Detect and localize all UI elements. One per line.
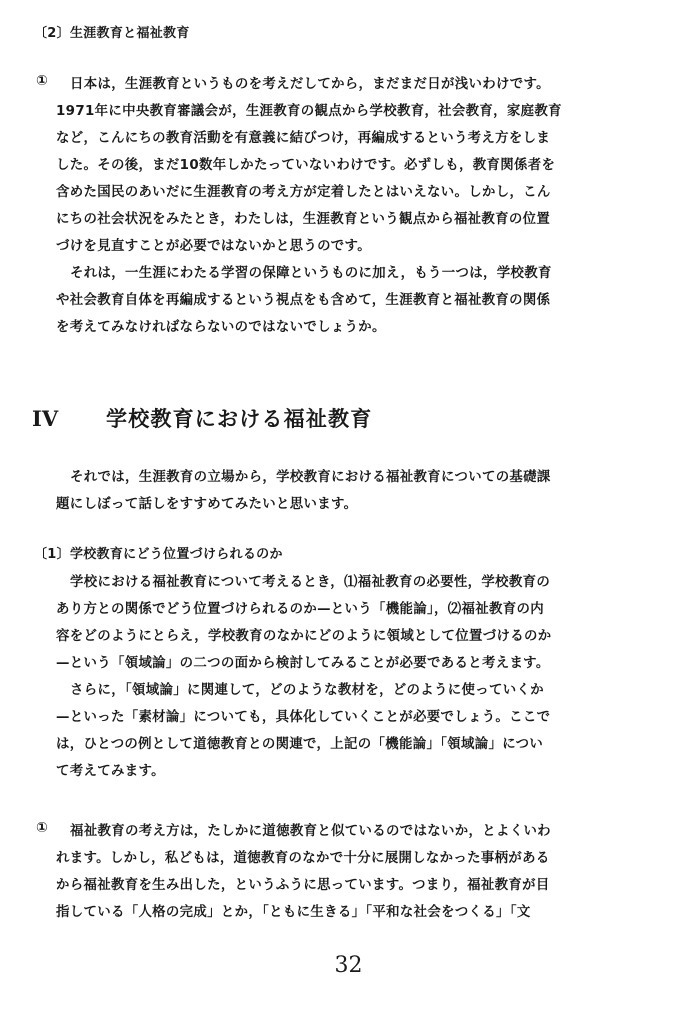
paragraph-line: れます。しかし，私どもは，道徳教育のなかで十分に展開しなかった事柄がある xyxy=(56,851,550,866)
paragraph-line: 福祉教育の考え方は，たしかに道徳教育と似ているのではないか，とよくいわ xyxy=(70,824,551,839)
paragraph-line: それでは，生涯教育の立場から，学校教育における福祉教育についての基礎課 xyxy=(70,470,551,485)
chapter-heading xyxy=(32,403,372,433)
paragraph-line: 題にしぼって話しをすすめてみたいと思います。 xyxy=(56,497,358,512)
paragraph-line: それは，一生涯にわたる学習の保障というものに加え，もう一つは，学校教育 xyxy=(70,266,552,281)
paragraph-line: あり方との関係でどう位置づけられるのか—という「機能論」，⑵福祉教育の内 xyxy=(56,602,544,617)
item-marker: ① xyxy=(36,73,48,89)
paragraph-line: を考えてみなければならないのではないでしょうか。 xyxy=(56,320,386,335)
paragraph-line: 指している「人格の完成」とか，「ともに生きる」「平和な社会をつくる」「文 xyxy=(56,905,531,920)
paragraph-line: 含めた国民のあいだに生涯教育の考え方が定着したとはいえない。しかし，こん xyxy=(56,185,551,200)
paragraph-line: や社会教育自体を再編成するという視点をも含めて，生涯教育と福祉教育の関係 xyxy=(56,293,551,308)
paragraph-line: —という「領域論」の二つの面から検討してみることが必要であると考えます。 xyxy=(56,656,550,671)
chapter-number: IV xyxy=(32,406,59,431)
paragraph-line: 容をどのようにとらえ，学校教育のなかにどのように領域として位置づけるのか xyxy=(56,629,552,644)
subheading-lifelong-and-welfare: 〔2〕生涯教育と福祉教育 xyxy=(34,26,190,41)
paragraph-line: した。その後，まだ10数年しかたっていないわけです。必ずしも，教育関係者を xyxy=(56,158,556,173)
item-marker: ① xyxy=(36,820,48,836)
paragraph-line: さらに，「領域論」に関連して，どのような教材を，どのように使っていくか xyxy=(70,683,544,698)
paragraph-line: は，ひとつの例として道徳教育との関連で，上記の「機能論」「領域論」につい xyxy=(56,737,544,752)
paragraph-line: 学校における福祉教育について考えるとき，⑴福祉教育の必要性，学校教育の xyxy=(70,575,551,590)
paragraph-line: から福祉教育を生み出した，というふうに思っています。つまり，福祉教育が目 xyxy=(56,878,550,893)
subheading-position-in-school: 〔1〕学校教育にどう位置づけられるのか xyxy=(34,547,283,562)
paragraph-line: にちの社会状況をみたとき，わたしは，生涯教育という観点から福祉教育の位置 xyxy=(56,212,551,227)
paragraph-line: —といった「素材論」についても，具体化していくことが必要でしょう。ここで xyxy=(56,710,551,725)
chapter-title: 学校教育における福祉教育 xyxy=(106,406,373,431)
paragraph-line: 1971年に中央教育審議会が，生涯教育の観点から学校教育，社会教育，家庭教育 xyxy=(56,104,562,119)
paragraph-line: など，こんにちの教育活動を有意義に結びつけ，再編成するという考え方をしま xyxy=(56,131,551,146)
paragraph-line: て考えてみます。 xyxy=(56,764,165,779)
paragraph-line: づけを見直すことが必要ではないかと思うのです。 xyxy=(56,239,371,254)
page-number: 32 xyxy=(334,953,363,978)
paragraph-line: 日本は，生涯教育というものを考えだしてから，まだまだ日が浅いわけです。 xyxy=(70,77,550,92)
